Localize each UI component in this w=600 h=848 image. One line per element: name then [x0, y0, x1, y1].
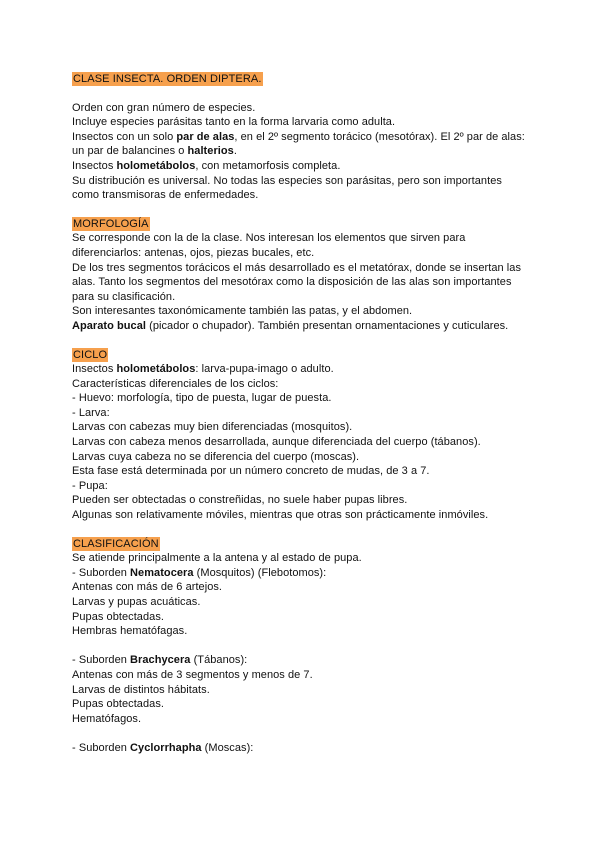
ciclo-line-1	[72, 362, 532, 377]
morfologia-line-3: De los tres segmentos torácicos el más desarrollado es el metatórax, donde se insertan las	[72, 261, 521, 274]
ciclo-line-2: Características diferenciales de los ciclos:	[72, 377, 279, 390]
text: - Suborden	[72, 566, 131, 579]
text: (picador o chupador). También presentan ornamentaciones y cuticulares.	[146, 319, 509, 332]
text: - Suborden	[72, 654, 131, 667]
morfologia-line-6: Son interesantes taxonómicamente también las patas, y el abdomen.	[72, 305, 413, 318]
spacer	[72, 203, 532, 218]
text: - Suborden	[72, 741, 131, 754]
bold-term: Cyclorrhapha	[130, 741, 202, 754]
intro-line-4	[72, 144, 532, 159]
intro-line-2: Incluye especies parásitas tanto en la forma larvaria como adulta.	[72, 116, 396, 129]
ciclo-line-3: - Huevo: morfología, tipo de puesta, lugar de puesta.	[72, 392, 332, 405]
brachycera-line-4: Hematófagos.	[72, 712, 142, 725]
nematocera-line-3: Pupas obtectadas.	[72, 610, 164, 623]
suborden-cyclorrhapha	[72, 741, 532, 756]
brachycera-line-3: Pupas obtectadas.	[72, 698, 164, 711]
document-title: CLASE INSECTA. ORDEN DIPTERA.	[73, 73, 262, 85]
text: (Mosquitos) (Flebotomos):	[193, 566, 327, 579]
intro-line-7: como transmisoras de enfermedades.	[72, 189, 259, 202]
section-heading-clasificacion: CLASIFICACIÓN	[73, 538, 159, 551]
suborden-nematocera	[72, 566, 532, 581]
ciclo-line-6: Larvas con cabeza menos desarrollada, aunque diferenciada del cuerpo (tábanos).	[72, 436, 481, 449]
spacer	[72, 86, 532, 101]
morfologia-line-2: diferenciarlos: antenas, ojos, piezas bucales, etc.	[72, 246, 315, 259]
bold-term: Aparato bucal	[72, 319, 146, 332]
brachycera-line-1: Antenas con más de 3 segmentos y menos de 7.	[72, 668, 313, 681]
section-heading-morfologia: MORFOLOGÍA	[73, 218, 149, 231]
ciclo-line-8: Esta fase está determinada por un número concreto de mudas, de 3 a 7.	[72, 465, 430, 478]
nematocera-line-2: Larvas y pupas acuáticas.	[72, 596, 201, 608]
text: (Tábanos):	[190, 654, 248, 667]
document-page	[72, 72, 532, 756]
bold-term: Brachycera	[130, 654, 191, 667]
text: Insectos con un solo	[72, 130, 177, 143]
ciclo-line-5: Larvas con cabezas muy bien diferenciadas (mosquitos).	[72, 421, 353, 434]
suborden-brachycera	[72, 653, 532, 668]
text: , en el 2º segmento torácico (mesotórax). El 2º par de alas:	[234, 130, 525, 143]
clasificacion-intro: Se atiende principalmente a la antena y al estado de pupa.	[72, 552, 362, 565]
text: un par de balancines o	[72, 145, 188, 158]
morfologia-line-5: para su clasificación.	[72, 290, 176, 303]
morfologia-line-4: alas. Tanto los segmentos del mesotórax como la disposición de las alas son importantes	[72, 276, 512, 289]
brachycera-line-2: Larvas de distintos hábitats.	[72, 683, 210, 696]
text: : larva-pupa-imago o adulto.	[195, 363, 334, 376]
intro-line-5	[72, 159, 532, 174]
section-heading-ciclo: CICLO	[73, 349, 108, 362]
nematocera-line-4: Hembras hematófagas.	[72, 625, 188, 638]
ciclo-line-10: Pueden ser obtectadas o constreñidas, no suele haber pupas libres.	[72, 494, 408, 507]
intro-line-3	[72, 130, 532, 145]
bold-term: holometábolos	[116, 363, 196, 376]
bold-term: halterios	[187, 145, 234, 158]
intro-line-6: Su distribución es universal. No todas las especies son parásitas, pero son importantes	[72, 174, 502, 187]
text: .	[233, 145, 237, 158]
bold-term: holometábolos	[116, 159, 196, 172]
bold-term: Nematocera	[130, 566, 194, 579]
text: Insectos	[72, 159, 117, 172]
bold-term: par de alas	[176, 130, 235, 143]
ciclo-line-7: Larvas cuya cabeza no se diferencia del cuerpo (moscas).	[72, 450, 360, 463]
text: Insectos	[72, 363, 117, 376]
morfologia-line-7	[72, 319, 532, 334]
text: (Moscas):	[201, 741, 254, 754]
spacer	[72, 639, 532, 654]
ciclo-line-9: - Pupa:	[72, 479, 108, 492]
morfologia-line-1: Se corresponde con la de la clase. Nos interesan los elementos que sirven para	[72, 232, 466, 245]
ciclo-line-11: Algunas son relativamente móviles, mientras que otras son prácticamente inmóviles.	[72, 509, 489, 522]
nematocera-line-1: Antenas con más de 6 artejos.	[72, 581, 223, 594]
intro-line-1: Orden con gran número de especies.	[72, 101, 256, 114]
spacer	[72, 726, 532, 741]
ciclo-line-4: - Larva:	[72, 406, 110, 419]
text: , con metamorfosis completa.	[195, 159, 341, 172]
spacer	[72, 334, 532, 349]
spacer	[72, 523, 532, 538]
